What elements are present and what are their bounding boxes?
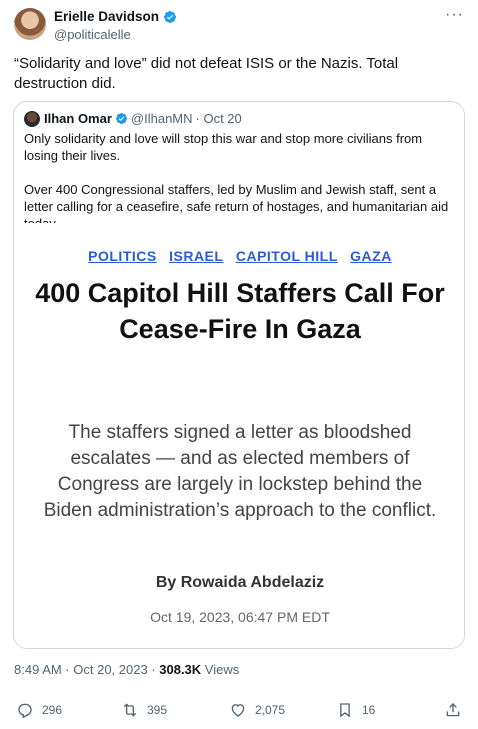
quoted-tweet[interactable]	[13, 101, 465, 649]
quoted-paragraph: Over 400 Congressional staffers, led by Muslim and Jewish staff, sent a letter calling for a ceasefire, safe return of hostages, and humanitarian aid	[24, 182, 449, 214]
views-label: Views	[201, 662, 240, 677]
quoted-author-avatar	[24, 111, 40, 127]
verified-badge-icon	[163, 10, 177, 24]
quoted-header	[44, 111, 242, 126]
author-name[interactable]: Erielle Davidson	[54, 9, 160, 24]
quoted-date: · Oct 20	[195, 111, 242, 126]
like-count: 2,075	[255, 703, 286, 717]
heart-icon	[229, 701, 247, 719]
quoted-author-handle: @IlhanMN	[130, 111, 193, 126]
bookmark-button[interactable]	[336, 701, 375, 719]
article-headline: 400 Capitol Hill Staffers Call For Cease-Fire In Gaza	[35, 278, 445, 344]
more-options-icon[interactable]: ···	[445, 6, 464, 23]
share-button[interactable]	[444, 701, 462, 719]
tweet-timestamp	[14, 662, 239, 677]
action-bar	[0, 697, 478, 725]
article-image[interactable]	[14, 223, 465, 649]
tweet-text: “Solidarity and love” did not defeat ISIS or the Nazis. Total destruction did.	[14, 55, 399, 92]
author-name-row	[54, 9, 177, 24]
quoted-author-name: Ilhan Omar	[44, 111, 112, 126]
article-categories	[14, 248, 465, 264]
like-button[interactable]	[229, 701, 285, 719]
reply-button[interactable]	[16, 701, 62, 719]
article-byline: By Rowaida Abdelaziz	[155, 574, 325, 591]
bookmark-count: 16	[362, 703, 376, 717]
category-link: ISRAEL	[169, 248, 224, 264]
article-dek: The staffers signed a letter as bloodshed escalates — and as elected members of Congress are largely in lockstep behind the Biden administration’s approach to the conflict.	[43, 422, 437, 521]
category-link: GAZA	[350, 248, 392, 264]
author-handle[interactable]: @politicalelle	[54, 27, 131, 42]
reply-icon	[16, 701, 34, 719]
repost-count: 395	[147, 703, 168, 717]
views-count: 308.3K	[159, 662, 202, 677]
reply-count: 296	[42, 703, 63, 717]
bookmark-icon	[336, 701, 354, 719]
repost-icon	[121, 701, 139, 719]
verified-badge-icon	[115, 112, 128, 125]
author-avatar[interactable]	[14, 8, 46, 40]
share-icon	[444, 701, 462, 719]
category-link: CAPITOL HILL	[235, 248, 338, 264]
article-date: Oct 19, 2023, 06:47 PM EDT	[150, 609, 330, 625]
category-link: POLITICS	[88, 248, 157, 264]
repost-button[interactable]	[121, 701, 167, 719]
timestamp-time[interactable]: 8:49 AM · Oct 20, 2023 ·	[14, 662, 160, 677]
quoted-paragraph: Only solidarity and love will stop this war and stop more civilians from losing their lives.	[24, 131, 423, 163]
